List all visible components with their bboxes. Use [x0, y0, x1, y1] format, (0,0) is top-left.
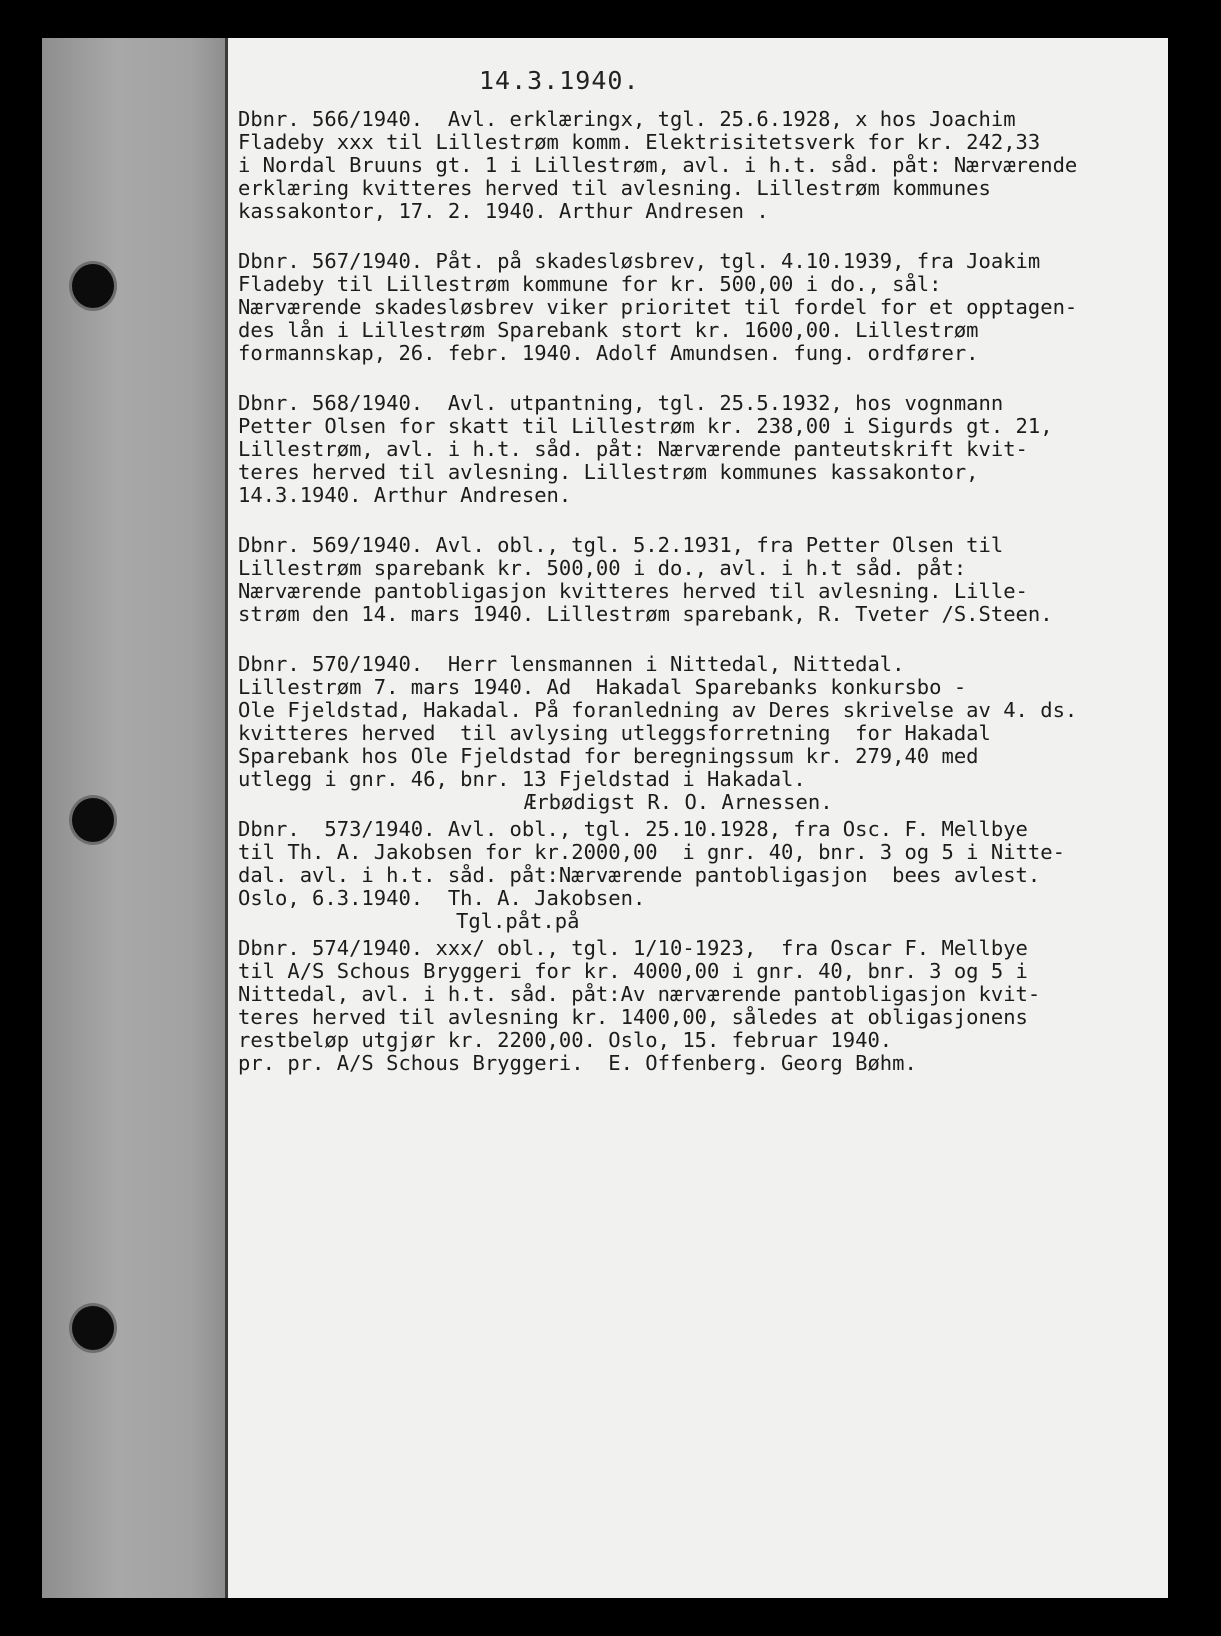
entry-line: dal. avl. i h.t. såd. påt:Nærværende pantobligasjon bees avlest.	[238, 863, 1041, 887]
entry-line: Lillestrøm 7. mars 1940. Ad Hakadal Sparebanks konkursbo -	[238, 675, 967, 699]
entry-line: formannskap, 26. febr. 1940. Adolf Amundsen. fung. ordfører.	[238, 341, 979, 365]
entry-line: Dbnr. 566/1940. Avl. erklæringx, tgl. 25.6.1928, x hos Joachim	[238, 107, 1016, 131]
entry-line: pr. pr. A/S Schous Bryggeri. E. Offenberg. Georg Bøhm.	[238, 1051, 917, 1075]
entry-line: Sparebank hos Ole Fjeldstad for beregningssum kr. 279,40 med	[238, 744, 979, 768]
entry-signature: Ærbødigst R. O. Arnessen.	[524, 790, 833, 814]
register-entry	[238, 653, 1162, 814]
entry-line: Dbnr. 568/1940. Avl. utpantning, tgl. 25.5.1932, hos vognmann	[238, 391, 1004, 415]
entry-line: utlegg i gnr. 46, bnr. 13 Fjeldstad i Hakadal.	[238, 767, 806, 791]
entry-line: teres herved til avlesning kr. 1400,00, således at obligasjonens	[238, 1005, 1028, 1029]
entry-line: Ole Fjeldstad, Hakadal. På foranledning av Deres skrivelse av 4. ds.	[238, 698, 1078, 722]
entry-line: Dbnr. 570/1940. Herr lensmannen i Nittedal, Nittedal.	[238, 652, 905, 676]
entry-line: Dbnr. 574/1940. xxx/ obl., tgl. 1/10-1923, fra Oscar F. Mellbye	[238, 936, 1028, 960]
entry-line: kassakontor, 17. 2. 1940. Arthur Andresen .	[238, 199, 769, 223]
entry-line: strøm den 14. mars 1940. Lillestrøm sparebank, R. Tveter /S.Steen.	[238, 602, 1053, 626]
entry-line: Petter Olsen for skatt til Lillestrøm kr. 238,00 i Sigurds gt. 21,	[238, 414, 1053, 438]
entry-line: erklæring kvitteres herved til avlesning. Lillestrøm kommunes	[238, 176, 991, 200]
entry-line: Lillestrøm sparebank kr. 500,00 i do., avl. i h.t såd. påt:	[238, 556, 967, 580]
entry-line: Dbnr. 569/1940. Avl. obl., tgl. 5.2.1931, fra Petter Olsen til	[238, 533, 1004, 557]
entry-line: i Nordal Bruuns gt. 1 i Lillestrøm, avl. i h.t. såd. påt: Nærværende	[238, 153, 1078, 177]
entry-line: Nærværende pantobligasjon kvitteres herved til avlesning. Lille-	[238, 579, 1028, 603]
entry-line: 14.3.1940. Arthur Andresen.	[238, 483, 572, 507]
entry-line: Nittedal, avl. i h.t. såd. påt:Av nærværende pantobligasjon kvit-	[238, 982, 1041, 1006]
register-entry	[238, 392, 1162, 507]
register-entry	[238, 534, 1162, 626]
entry-line: til Th. A. Jakobsen for kr.2000,00 i gnr. 40, bnr. 3 og 5 i Nitte-	[238, 840, 1065, 864]
punch-hole	[72, 798, 114, 842]
binding-strip	[42, 38, 228, 1598]
register-entry	[238, 818, 1162, 933]
register-entries	[238, 108, 1162, 1102]
entry-line: Nærværende skadesløsbrev viker prioritet til fordel for et opptagen-	[238, 295, 1078, 319]
binding-edge	[225, 38, 228, 1598]
entry-line: Oslo, 6.3.1940. Th. A. Jakobsen.	[238, 886, 646, 910]
register-entry	[238, 250, 1162, 365]
entry-line: Fladeby til Lillestrøm kommune for kr. 500,00 i do., sål:	[238, 272, 942, 296]
entry-line: Dbnr. 573/1940. Avl. obl., tgl. 25.10.1928, fra Osc. F. Mellbye	[238, 817, 1028, 841]
entry-line: teres herved til avlesning. Lillestrøm kommunes kassakontor,	[238, 460, 979, 484]
entry-line: Fladeby xxx til Lillestrøm komm. Elektrisitetsverk for kr. 242,33	[238, 130, 1041, 154]
punch-hole	[72, 1306, 114, 1350]
register-entry	[238, 108, 1162, 223]
entry-line: kvitteres herved til avlysing utleggsforretning for Hakadal	[238, 721, 991, 745]
entry-line: Dbnr. 567/1940. Påt. på skadesløsbrev, tgl. 4.10.1939, fra Joakim	[238, 249, 1041, 273]
entry-line: til A/S Schous Bryggeri for kr. 4000,00 i gnr. 40, bnr. 3 og 5 i	[238, 959, 1028, 983]
entry-line: restbeløp utgjør kr. 2200,00. Oslo, 15. februar 1940.	[238, 1028, 893, 1052]
archive-page	[42, 38, 1168, 1598]
punch-hole	[72, 264, 114, 308]
entry-line: des lån i Lillestrøm Sparebank stort kr. 1600,00. Lillestrøm	[238, 318, 979, 342]
page-date: 14.3.1940.	[479, 66, 640, 95]
entry-annotation: Tgl.påt.på	[456, 909, 580, 933]
entry-line: Lillestrøm, avl. i h.t. såd. påt: Nærværende panteutskrift kvit-	[238, 437, 1028, 461]
register-entry	[238, 937, 1162, 1075]
